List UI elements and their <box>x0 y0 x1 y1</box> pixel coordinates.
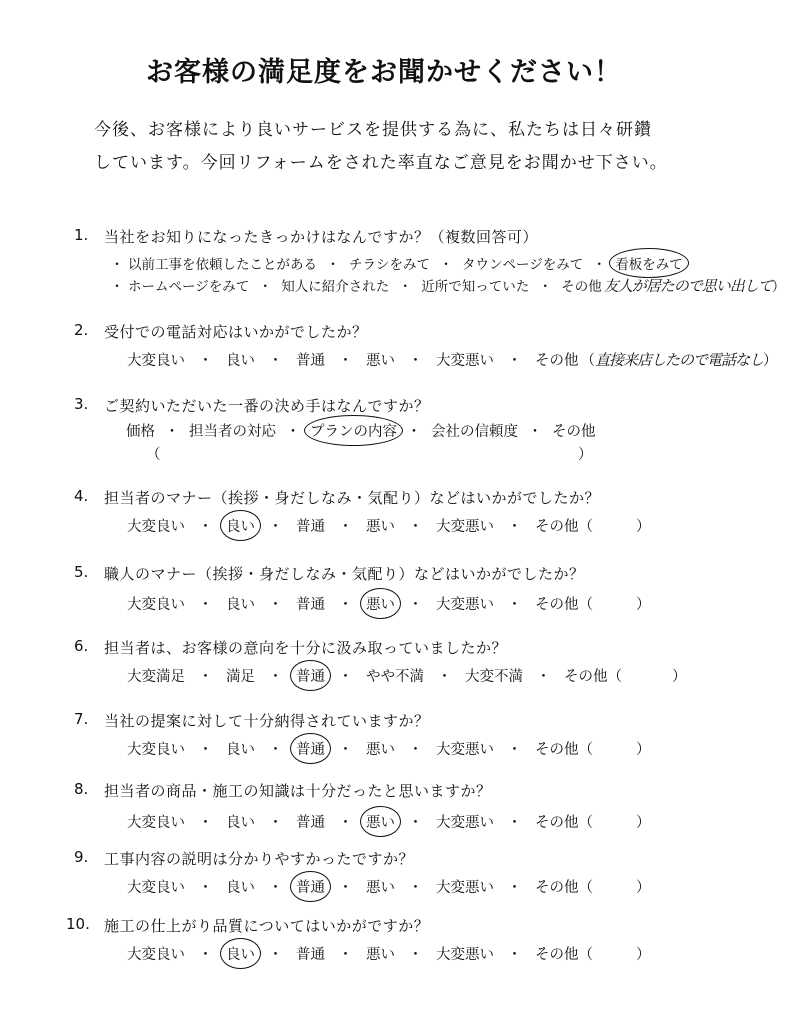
options-row: 大変良い ・ 良い ・ 普通 ・ 悪い ・ 大変悪い ・ その他（ <box>125 738 595 759</box>
option[interactable]: 近所で知っていた <box>421 279 530 295</box>
question-text: ご契約いただいた一番の決め手はなんですか？ <box>104 397 430 415</box>
option-other[interactable]: その他（ <box>535 815 593 831</box>
option[interactable]: 大変不満 <box>465 669 523 685</box>
option-other[interactable]: その他（ <box>535 947 593 963</box>
option[interactable]: 大変悪い <box>436 815 494 831</box>
option[interactable]: 悪い <box>366 742 395 758</box>
close-paren: ） <box>636 519 651 535</box>
options-row: 大変良い ・ 良い ・ 普通 ・ 悪い ・ 大変悪い ・ その他 （直接来店したので電話なし） <box>127 351 778 369</box>
question-number: 7. <box>74 710 89 728</box>
option[interactable]: 良い <box>226 815 255 831</box>
option[interactable]: 大変良い <box>127 597 185 613</box>
option[interactable]: 普通 <box>296 519 325 535</box>
option[interactable]: 悪い <box>366 353 395 369</box>
question-number: 10. <box>66 915 90 933</box>
option[interactable]: 大変良い <box>127 742 185 758</box>
option-other[interactable]: その他（ <box>535 742 593 758</box>
option[interactable]: 良い <box>226 742 255 758</box>
close-paren: ） <box>636 947 651 963</box>
option[interactable]: 価格 <box>126 424 155 440</box>
handwritten-answer: 友人が居たので思い出して <box>603 277 772 295</box>
option-other[interactable]: その他（ <box>535 880 593 896</box>
options-row-1: ・ 以前工事を依頼したことがある ・ チラシをみて ・ タウンページをみて ・ 看板をみて <box>108 253 685 273</box>
option[interactable]: 普通 <box>296 815 325 831</box>
option-selected[interactable]: 普通 <box>294 665 327 686</box>
option-selected[interactable]: 良い <box>224 943 257 964</box>
close-paren: ） <box>636 880 651 896</box>
option-selected[interactable]: 悪い <box>364 811 397 832</box>
option[interactable]: 大変悪い <box>436 597 494 613</box>
option[interactable]: 普通 <box>296 947 325 963</box>
question-number: 2. <box>74 321 89 339</box>
option[interactable]: 以前工事を依頼したことがある <box>128 257 317 273</box>
option[interactable]: 大変悪い <box>436 947 494 963</box>
comment-close-paren: ） <box>578 447 593 463</box>
question-number: 6. <box>74 637 89 655</box>
options-row: 価格 ・ 担当者の対応 ・ プランの内容 ・ 会社の信頼度 ・ その他 <box>124 420 598 441</box>
comment-open-paren: （ <box>146 447 161 463</box>
option[interactable]: 良い <box>226 880 255 896</box>
option-other[interactable]: その他 <box>561 279 602 295</box>
option[interactable]: 会社の信頼度 <box>431 424 518 440</box>
question-number: 4. <box>74 487 89 505</box>
option[interactable]: 悪い <box>366 519 395 535</box>
question-text: 担当者は、お客様の意向を十分に汲み取っていましたか？ <box>104 639 508 657</box>
intro-line-1: 今後、お客様により良いサービスを提供する為に、私たちは日々研鑽 <box>94 120 652 140</box>
options-row-2: ・ ホームページをみて ・ 知人に紹介された ・ 近所で知っていた ・ その他 友人が居たので思い出して） <box>110 277 785 295</box>
question-text: 担当者の商品・施工の知識は十分だったと思いますか？ <box>104 782 492 800</box>
question-number: 1. <box>74 226 89 244</box>
option[interactable]: 知人に紹介された <box>281 279 390 295</box>
option[interactable]: 大変良い <box>127 353 185 369</box>
options-row: 大変良い ・ 良い ・ 普通 ・ 悪い ・ 大変悪い ・ その他（ <box>125 593 595 614</box>
option[interactable]: タウンページをみて <box>462 257 584 273</box>
options-row: 大変満足 ・ 満足 ・ 普通 ・ やや不満 ・ 大変不満 ・ その他（ <box>125 665 624 686</box>
option-selected[interactable]: 普通 <box>294 876 327 897</box>
option[interactable]: 大変良い <box>127 519 185 535</box>
option[interactable]: 大変良い <box>127 815 185 831</box>
option[interactable]: 普通 <box>296 597 325 613</box>
option[interactable]: 大変悪い <box>436 742 494 758</box>
options-row: 大変良い ・ 良い ・ 普通 ・ 悪い ・ 大変悪い ・ その他（ <box>125 515 595 536</box>
option-other[interactable]: その他（ <box>564 669 622 685</box>
option[interactable]: やや不満 <box>366 669 424 685</box>
option[interactable]: 満足 <box>226 669 255 685</box>
close-paren: ） <box>672 669 687 685</box>
question-text: 当社をお知りになったきっかけはなんですか？（複数回答可） <box>104 228 539 246</box>
options-row: 大変良い ・ 良い ・ 普通 ・ 悪い ・ 大変悪い ・ その他（ <box>125 811 595 832</box>
option-selected[interactable]: 普通 <box>294 738 327 759</box>
option-other[interactable]: その他 <box>535 353 579 369</box>
option[interactable]: チラシをみて <box>349 257 430 273</box>
question-text: 職人のマナー（挨拶・身だしなみ・気配り）などはいかがでしたか？ <box>104 565 585 583</box>
option-selected[interactable]: 看板をみて <box>613 253 685 273</box>
question-number: 9. <box>74 848 89 866</box>
option[interactable]: 良い <box>226 353 255 369</box>
intro-line-2: しています。今回リフォームをされた率直なご意見をお聞かせ下さい。 <box>94 153 668 173</box>
question-text: 施工の仕上がり品質についてはいかがですか？ <box>104 917 430 935</box>
option-other[interactable]: その他 <box>552 424 596 440</box>
close-paren: ） <box>636 597 651 613</box>
option-other[interactable]: その他（ <box>535 597 593 613</box>
option[interactable]: 悪い <box>366 947 395 963</box>
survey-title: お客様の満足度をお聞かせください！ <box>146 57 622 88</box>
handwritten-answer: 直接来店したので電話なし <box>595 351 764 369</box>
option[interactable]: 良い <box>226 597 255 613</box>
option-selected[interactable]: 悪い <box>364 593 397 614</box>
options-row: 大変良い ・ 良い ・ 普通 ・ 悪い ・ 大変悪い ・ その他（ <box>125 876 595 897</box>
option[interactable]: ホームページをみて <box>128 279 250 295</box>
option-other[interactable]: その他（ <box>535 519 593 535</box>
question-text: 受付での電話対応はいかがでしたか？ <box>104 323 368 341</box>
question-number: 5. <box>74 563 89 581</box>
option[interactable]: 大変悪い <box>436 519 494 535</box>
close-paren: ） <box>636 815 651 831</box>
option[interactable]: 普通 <box>296 353 325 369</box>
option-selected[interactable]: 良い <box>224 515 257 536</box>
option[interactable]: 大変満足 <box>127 669 185 685</box>
question-number: 8. <box>74 780 89 798</box>
close-paren: ） <box>636 742 651 758</box>
option[interactable]: 大変悪い <box>436 880 494 896</box>
option-selected[interactable]: プランの内容 <box>308 420 399 441</box>
option[interactable]: 大変悪い <box>436 353 494 369</box>
option[interactable]: 大変良い <box>127 880 185 896</box>
question-text: 担当者のマナー（挨拶・身だしなみ・気配り）などはいかがでしたか？ <box>104 489 601 507</box>
option[interactable]: 大変良い <box>127 947 185 963</box>
question-text: 当社の提案に対して十分納得されていますか？ <box>104 712 430 730</box>
question-text: 工事内容の説明は分かりやすかったですか？ <box>104 850 415 868</box>
question-number: 3. <box>74 395 89 413</box>
option[interactable]: 悪い <box>366 880 395 896</box>
option[interactable]: 担当者の対応 <box>189 424 276 440</box>
options-row: 大変良い ・ 良い ・ 普通 ・ 悪い ・ 大変悪い ・ その他（ <box>125 943 595 964</box>
